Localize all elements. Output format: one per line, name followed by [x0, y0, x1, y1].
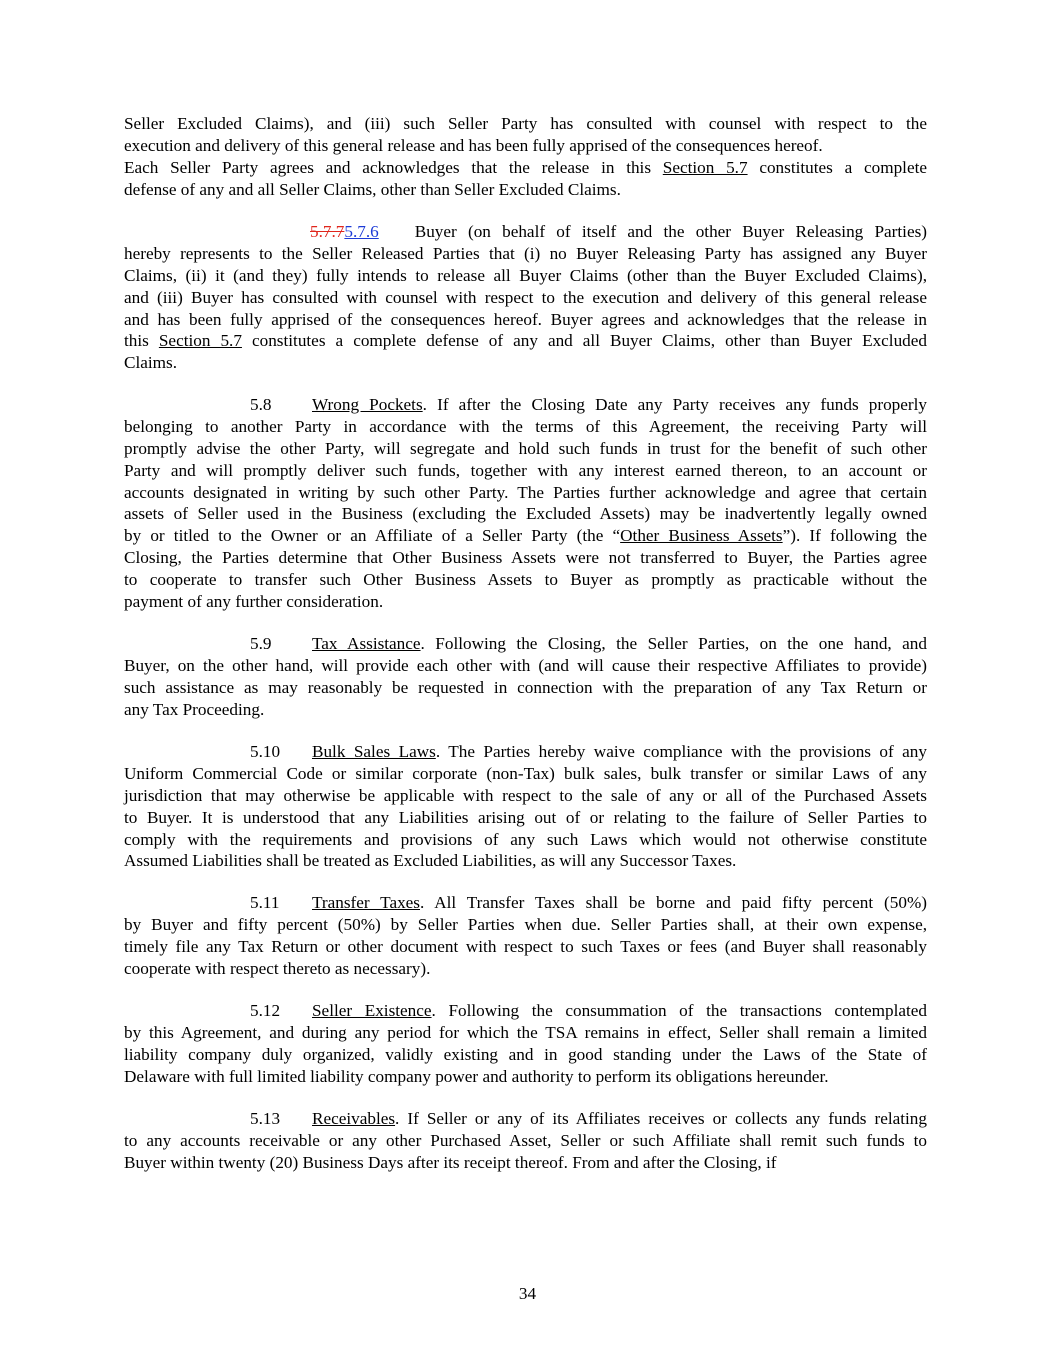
text-line: cooperate with respect thereto as necessary). [124, 958, 431, 978]
section-5-12 [124, 1000, 927, 1088]
text-line: assets of Seller used in the Business (excluding the Excluded Assets) may be inadvertently legally owned [124, 504, 927, 524]
text-line: 5.7.75.7.6 Buyer (on behalf of itself and the other Buyer Releasing Parties) [310, 222, 927, 241]
text-line: execution and delivery of this general release and has been fully apprised of the consequences hereof. [124, 135, 823, 155]
text-line: 5.13 Receivables. If Seller or any of its Affiliates receives or collects any funds relating [250, 1109, 927, 1128]
section-number: 5.12 [250, 1001, 281, 1020]
text-line: Claims. [124, 353, 177, 373]
defined-term: Other Business Assets [620, 526, 783, 546]
section-reference[interactable]: Section 5.7 [158, 331, 242, 351]
text-line: 5.9 Tax Assistance. Following the Closing, the Seller Parties, on the one hand, and [250, 634, 927, 653]
text-line: Uniform Commercial Code or similar corporate (non-Tax) bulk sales, bulk transfer or similar Laws of any [124, 763, 927, 783]
text-line: promptly advise the other Party, will segregate and hold such funds in trust for the benefit of such other [124, 438, 927, 458]
text-line: Party and will promptly deliver such funds, together with any interest earned thereon, to an account or [124, 460, 927, 480]
inserted-section-number: 5.7.6 [344, 222, 379, 241]
section-number: 5.9 [250, 634, 272, 653]
section-5-8 [124, 394, 927, 613]
text-line: Assumed Liabilities shall be treated as Excluded Liabilities, as will any Successor Taxes. [124, 851, 737, 871]
text-line: this Section 5.7 constitutes a complete defense of any and all Buyer Claims, other than Buyer Excluded [124, 331, 927, 351]
text-line: and has been fully apprised of the consequences hereof. Buyer agrees and acknowledges that the release in [124, 309, 927, 329]
text-line: Buyer within twenty (20) Business Days after its receipt thereof. From and after the Closing, if [124, 1152, 777, 1172]
text-line: timely file any Tax Return or other document with respect to such Taxes or fees (and Buyer shall reasonably [124, 936, 927, 956]
text-line: 5.12 Seller Existence. Following the consummation of the transactions contemplated [250, 1001, 928, 1020]
section-title: Transfer Taxes [312, 893, 420, 912]
text-line: such assistance as may reasonably be requested in connection with the preparation of any Tax Return or [124, 677, 927, 697]
text-line: Closing, the Parties determine that Other Business Assets were not transferred to Buyer, the Parties agree [124, 548, 927, 568]
text-line: Buyer, on the other hand, will provide each other with (and will cause their respective Affiliates to provide) [124, 655, 927, 675]
text-line: hereby represents to the Seller Released Parties that (i) no Buyer Releasing Party has assigned any Buyer [124, 243, 927, 263]
text-line: jurisdiction that may otherwise be applicable with respect to the sale of any or all of the Purchased Assets [124, 785, 927, 805]
section-title: Seller Existence [312, 1001, 432, 1020]
section-number: 5.11 [250, 893, 280, 912]
text-line: Claims, (ii) it (and they) fully intends to release all Buyer Claims (other than the Buyer Excluded Claims), [124, 265, 927, 285]
text-line: Seller Excluded Claims), and (iii) such Seller Party has consulted with counsel with respect to the [124, 114, 927, 133]
section-5-10 [124, 741, 927, 872]
section-5-13 [124, 1108, 927, 1174]
text-line: to any accounts receivable or any other Purchased Asset, Seller or such Affiliate shall remit such funds to [124, 1130, 927, 1150]
page-number: 34 [518, 1284, 537, 1303]
text-line: Each Seller Party agrees and acknowledges that the release in this Section 5.7 constitutes a complete [124, 157, 927, 177]
section-5-11 [124, 892, 927, 980]
section-number: 5.8 [250, 395, 272, 414]
section-5-9 [124, 633, 927, 721]
text-line: payment of any further consideration. [124, 592, 384, 612]
text-line: by this Agreement, and during any period for which the TSA remains in effect, Seller shall remain a limited [124, 1022, 927, 1042]
section-title: Wrong Pockets [312, 395, 423, 414]
deleted-section-number: 5.7.7 [310, 222, 345, 241]
text-line: to Buyer. It is understood that any Liabilities arising out of or relating to the failure of Seller Parties to [124, 807, 927, 827]
section-5-7-6 [124, 221, 927, 374]
text-line: belonging to another Party in accordance with the terms of this Agreement, the receiving Party will [124, 416, 927, 436]
section-number: 5.10 [250, 742, 281, 761]
section-title: Tax Assistance [312, 634, 421, 653]
text-line: 5.8 Wrong Pockets. If after the Closing Date any Party receives any funds properly [250, 395, 927, 414]
text-line: Delaware with full limited liability company power and authority to perform its obligations hereunder. [124, 1066, 829, 1086]
section-number: 5.13 [250, 1109, 281, 1128]
text-line: liability company duly organized, validly existing and in good standing under the Laws of the State of [124, 1044, 927, 1064]
text-line: defense of any and all Seller Claims, other than Seller Excluded Claims. [124, 179, 621, 199]
text-line: and (iii) Buyer has consulted with counsel with respect to the execution and delivery of this general release [124, 287, 927, 307]
section-title: Bulk Sales Laws [312, 742, 436, 761]
text-line: by Buyer and fifty percent (50%) by Seller Parties when due. Seller Parties shall, at their own expense, [124, 914, 927, 934]
section-reference[interactable]: Section 5.7 [662, 157, 748, 177]
text-line: 5.10 Bulk Sales Laws. The Parties hereby waive compliance with the provisions of any [250, 742, 927, 761]
text-line: by or titled to the Owner or an Affiliate of a Seller Party (the “Other Business Assets”). If following the [124, 526, 927, 546]
text-line: comply with the requirements and provisions of any such Laws which would not otherwise constitute [124, 829, 927, 849]
paragraph-continuation [124, 113, 927, 201]
section-title: Receivables [312, 1109, 396, 1128]
text-line: any Tax Proceeding. [124, 699, 265, 719]
text-line: 5.11 Transfer Taxes. All Transfer Taxes shall be borne and paid fifty percent (50%) [250, 893, 927, 912]
text-line: accounts designated in writing by such other Party. The Parties further acknowledge and agree that certain [124, 482, 927, 502]
text-line: to cooperate to transfer such Other Business Assets to Buyer as promptly as practicable without the [124, 570, 927, 590]
